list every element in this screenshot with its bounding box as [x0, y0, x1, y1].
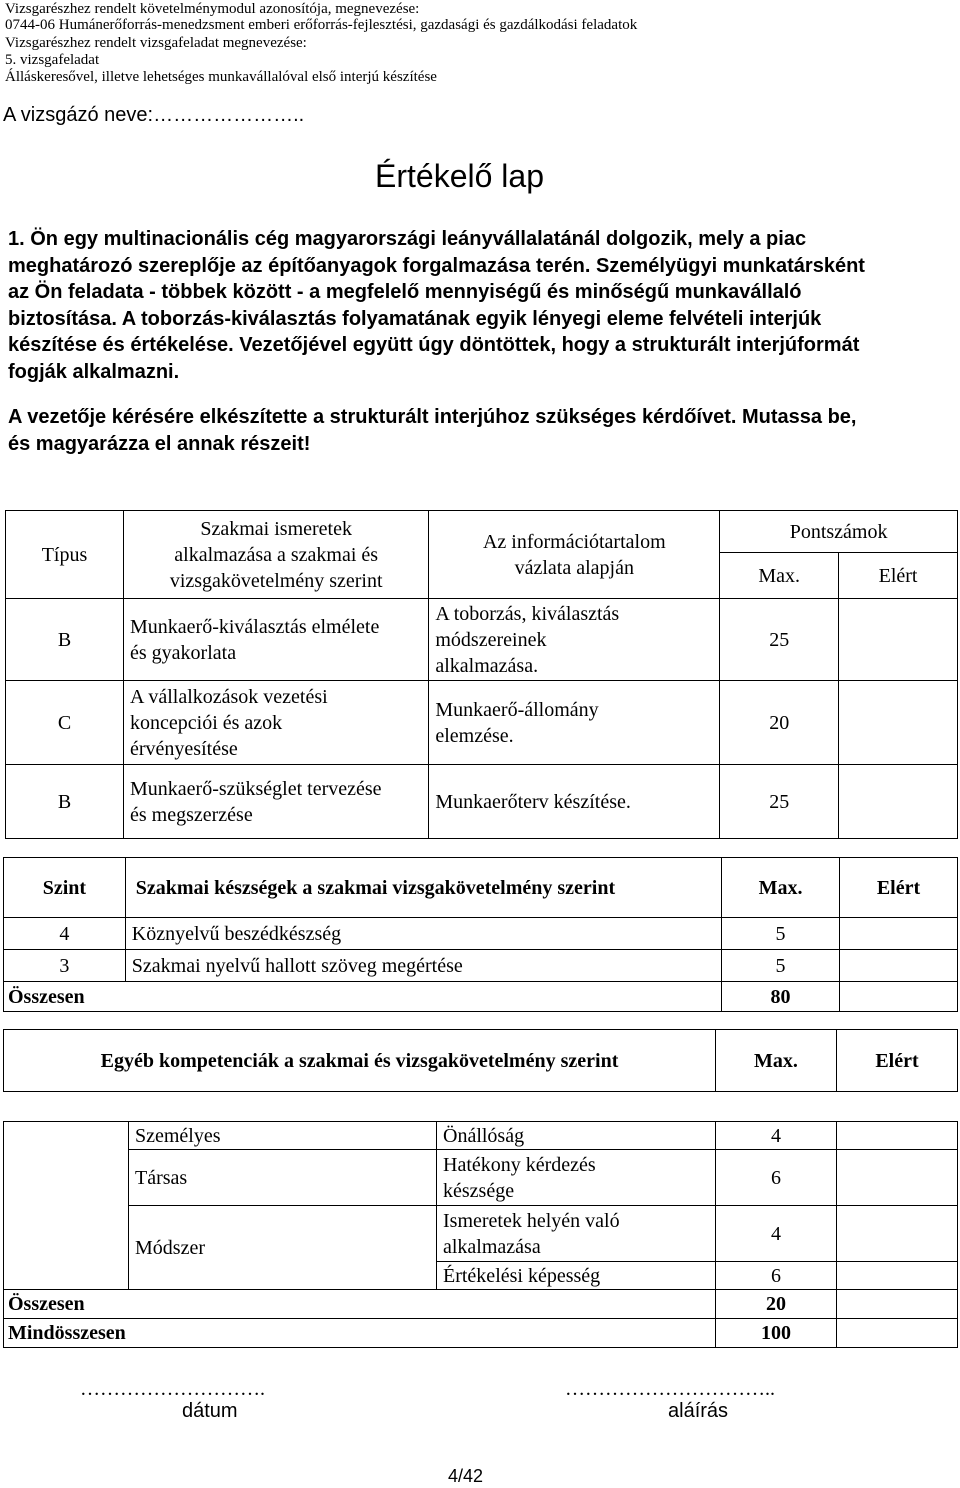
task-label: Vizsgarészhez rendelt vizsgafeladat megnevezése:: [5, 35, 307, 51]
header-achieved: Elért: [837, 1030, 958, 1092]
row-max: 20: [720, 681, 839, 765]
row-max: 4: [716, 1206, 837, 1262]
competencies-table: [3, 1029, 958, 1348]
table-row: [6, 681, 958, 765]
header-achieved: Elért: [840, 858, 958, 918]
row-max: 4: [716, 1122, 837, 1150]
row-max: 25: [720, 765, 839, 839]
cell-line: Hatékony kérdezés: [443, 1153, 596, 1176]
header-line: Az információtartalom: [482, 530, 666, 553]
grand-total-label: Mindösszesen: [4, 1319, 716, 1348]
row-achieved[interactable]: [837, 1262, 958, 1290]
total-max: 80: [722, 982, 840, 1012]
skills-table: [3, 857, 958, 1012]
row-level: 3: [4, 950, 126, 982]
header-line: Szakmai ismeretek: [200, 517, 352, 540]
row-achieved[interactable]: [839, 599, 958, 681]
date-line: ……………………….: [80, 1378, 265, 1400]
total-achieved[interactable]: [837, 1290, 958, 1319]
task-line: és magyarázza el annak részeit!: [8, 432, 311, 455]
row-skill: Szakmai nyelvű hallott szöveg megértése: [125, 950, 721, 982]
row-achieved[interactable]: [837, 1122, 958, 1150]
task-number: 5. vizsgafeladat: [5, 52, 100, 68]
row-achieved[interactable]: [840, 918, 958, 950]
total-achieved[interactable]: [840, 982, 958, 1012]
row-achieved[interactable]: [837, 1150, 958, 1206]
task-line: biztosítása. A toborzás-kiválasztás folyamatának egyik lényegi eleme felvételi interjúk: [8, 307, 822, 330]
table-row: [4, 918, 958, 950]
table-row: [4, 1206, 958, 1262]
grand-total-achieved[interactable]: [837, 1319, 958, 1348]
cell-line: A toborzás, kiválasztás: [435, 602, 620, 625]
page-title: Értékelő lap: [375, 158, 544, 194]
module-name: 0744-06 Humánerőforrás-menedzsment emberi erőforrás-fejlesztési, gazdasági és gazdálkodási feladatok: [5, 17, 638, 33]
row-max: 5: [722, 950, 840, 982]
task-line: az Ön feladata - többek között - a megfelelő mennyiségű és minőségű munkavállaló: [8, 281, 802, 303]
cell-line: és gyakorlata: [130, 641, 237, 664]
row-info: [429, 599, 720, 681]
cell-line: módszereinek: [435, 628, 547, 651]
row-info: [429, 765, 720, 839]
row-type: C: [6, 681, 124, 765]
row-max: 5: [722, 918, 840, 950]
cell-line: Munkaerő-kiválasztás elmélete: [130, 615, 380, 638]
cell-line: A vállalkozások vezetési: [130, 685, 328, 708]
row-info: [429, 681, 720, 765]
row-level: 4: [4, 918, 126, 950]
task-line: készítése és értékelése. Vezetőjével együtt úgy döntöttek, hogy a strukturált interjúformát: [8, 334, 860, 356]
total-label: Összesen: [4, 1290, 716, 1319]
row-category: Személyes: [129, 1122, 437, 1150]
row-knowledge: [124, 681, 429, 765]
signature-line: …………………………..: [565, 1378, 775, 1400]
cell-line: és megszerzése: [130, 803, 253, 826]
header-type: Típus: [6, 511, 124, 599]
row-achieved[interactable]: [840, 950, 958, 982]
cell-line: érvényesítése: [130, 737, 238, 760]
cell-line: alkalmazása.: [435, 654, 539, 677]
cell-line: Ismeretek helyén való: [443, 1209, 620, 1232]
header-line: vizsgakövetelmény szerint: [169, 569, 383, 592]
header-max: Max.: [716, 1030, 837, 1092]
page-number: 4/42: [448, 1466, 484, 1486]
row-achieved[interactable]: [839, 681, 958, 765]
row-achieved[interactable]: [839, 765, 958, 839]
total-row: [4, 982, 958, 1012]
date-label: dátum: [182, 1400, 238, 1422]
knowledge-table: [5, 510, 958, 839]
cell-line: Munkaerő-állomány: [435, 698, 599, 721]
task-line: fogják alkalmazni.: [8, 360, 180, 383]
table-row: [6, 599, 958, 681]
task-paragraph-1: [8, 226, 865, 385]
row-competency: [437, 1150, 716, 1206]
row-competency: [437, 1206, 716, 1262]
row-category: Társas: [129, 1150, 437, 1206]
row-achieved[interactable]: [837, 1206, 958, 1262]
cell-line: elemzése.: [435, 724, 514, 747]
task-line: A vezetője kérésére elkészítette a strukturált interjúhoz szükséges kérdőívet. Mutassa be,: [8, 406, 857, 428]
candidate-name-field: A vizsgázó neve:…………………..: [3, 104, 305, 126]
table-row: [6, 765, 958, 839]
total-max: 20: [716, 1290, 837, 1319]
spacer: [4, 1092, 958, 1122]
total-row: [4, 1290, 958, 1319]
header-max: Max.: [722, 858, 840, 918]
header-points: Pontszámok: [720, 511, 958, 553]
cell-line: alkalmazása: [443, 1235, 541, 1258]
header-knowledge: [124, 511, 429, 599]
task-line: meghatározó szereplője az építőanyagok forgalmazása terén. Személyügyi munkatársként: [8, 254, 865, 277]
blank-cell: [4, 1122, 129, 1290]
row-competency: Önállóság: [437, 1122, 716, 1150]
cell-line: Munkaerőterv készítése.: [435, 790, 631, 813]
header-achieved: Elért: [839, 553, 958, 599]
header-line: vázlata alapján: [514, 556, 634, 579]
header-info: [429, 511, 720, 599]
header-skills: Szakmai készségek a szakmai vizsgakövetelmény szerint: [125, 858, 721, 918]
row-knowledge: [124, 599, 429, 681]
row-skill: Köznyelvű beszédkészség: [125, 918, 721, 950]
module-label: Vizsgarészhez rendelt követelménymodul azonosítója, megnevezése:: [5, 1, 420, 17]
table-row: [4, 950, 958, 982]
row-competency: Értékelési képesség: [437, 1262, 716, 1290]
table-row: [4, 1150, 958, 1206]
row-knowledge: [124, 765, 429, 839]
header-competencies: Egyéb kompetenciák a szakmai és vizsgakövetelmény szerint: [4, 1030, 716, 1092]
row-category: Módszer: [129, 1206, 437, 1290]
grand-total-row: [4, 1319, 958, 1348]
header-line: alkalmazása a szakmai és: [174, 543, 379, 566]
row-type: B: [6, 765, 124, 839]
header-max: Max.: [720, 553, 839, 599]
total-label: Összesen: [4, 982, 722, 1012]
task-line: 1. Ön egy multinacionális cég magyarországi leányvállalatánál dolgozik, mely a piac: [8, 228, 807, 250]
row-max: 25: [720, 599, 839, 681]
signature-label: aláírás: [668, 1400, 729, 1422]
task-paragraph-2: [8, 404, 857, 457]
task-name: Álláskeresővel, illetve lehetséges munkavállalóval első interjú készítése: [5, 69, 437, 85]
table-row: [4, 1122, 958, 1150]
cell-line: koncepciói és azok: [130, 711, 283, 734]
grand-total-max: 100: [716, 1319, 837, 1348]
row-type: B: [6, 599, 124, 681]
header-level: Szint: [4, 858, 126, 918]
row-max: 6: [716, 1150, 837, 1206]
cell-line: készsége: [443, 1179, 515, 1202]
cell-line: Munkaerő-szükséglet tervezése: [130, 777, 382, 800]
row-max: 6: [716, 1262, 837, 1290]
